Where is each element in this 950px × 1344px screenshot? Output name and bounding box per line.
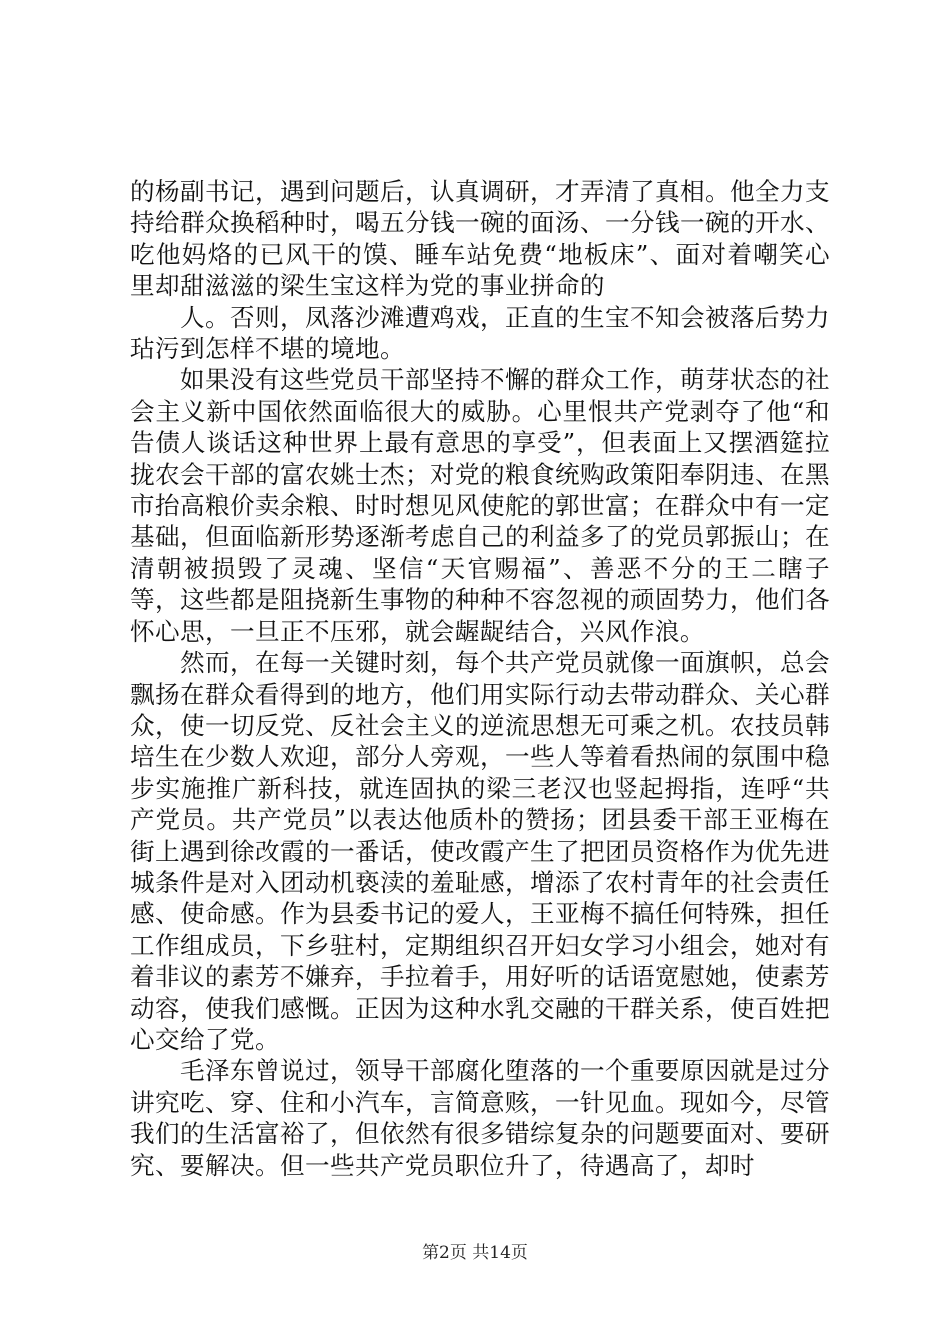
- page-number-footer: 第2页 共14页: [422, 1243, 528, 1263]
- article-body: [130, 176, 830, 1181]
- paragraph: 然而，在每一关键时刻，每个共产党员就像一面旗帜，总会飘扬在群众看得到的地方，他们用实际行动去带动群众、关心群众，使一切反党、反社会主义的逆流思想无可乘之机。农技员韩培生在少数人欢迎，部分人旁观，一些人等着看热闹的氛围中稳步实施推广新科技，就连固执的梁三老汉也竖起拇指，连呼“共产党员。共产党员”以表达他质朴的赞扬；团县委干部王亚梅在街上遇到徐改霞的一番话，使改霞产生了把团员资格作为优先进城条件是对入团动机亵渎的羞耻感，增添了农村青年的社会责任感、使命感。作为县委书记的爱人，王亚梅不搞任何特殊，担任工作组成员，下乡驻村，定期组织召开妇女学习小组会，她对有着非议的素芳不嫌弃，手拉着手，用好听的话语宽慰她，使素芳动容，使我们感慨。正因为这种水乳交融的干群关系，使百姓把心交给了党。: [130, 648, 830, 1054]
- paragraph: 人。否则，凤落沙滩遭鸡戏，正直的生宝不知会被落后势力玷污到怎样不堪的境地。: [130, 302, 830, 364]
- paragraph: 毛泽东曾说过，领导干部腐化堕落的一个重要原因就是过分讲究吃、穿、住和小汽车，言简意赅，一针见血。现如今，尽管我们的生活富裕了，但依然有很多错综复杂的问题要面对、要研究、要解决。但一些共产党员职位升了，待遇高了，却时: [130, 1056, 830, 1180]
- paragraph-continued: 的杨副书记，遇到问题后，认真调研，才弄清了真相。他全力支持给群众换稻种时，喝五分钱一碗的面汤、一分钱一碗的开水、吃他妈烙的已风干的馍、睡车站免费“地板床”、面对着嘲笑心里却甜滋滋的梁生宝这样为党的事业拼命的: [130, 177, 830, 301]
- paragraph: 如果没有这些党员干部坚持不懈的群众工作，萌芽状态的社会主义新中国依然面临很大的威胁。心里恨共产党剥夺了他“和告债人谈话这种世界上最有意思的享受”，但表面上又摆酒筵拉拢农会干部的富农姚士杰；对党的粮食统购政策阳奉阴违、在黑市抬高粮价卖余粮、时时想见风使舵的郭世富；在群众中有一定基础，但面临新形势逐渐考虑自己的利益多了的党员郭振山；在清朝被损毁了灵魂、坚信“天官赐福”、善恶不分的王二瞎子等，这些都是阻挠新生事物的种种不容忽视的顽固势力，他们各怀心思，一旦正不压邪，就会龌龊结合，兴风作浪。: [130, 365, 830, 646]
